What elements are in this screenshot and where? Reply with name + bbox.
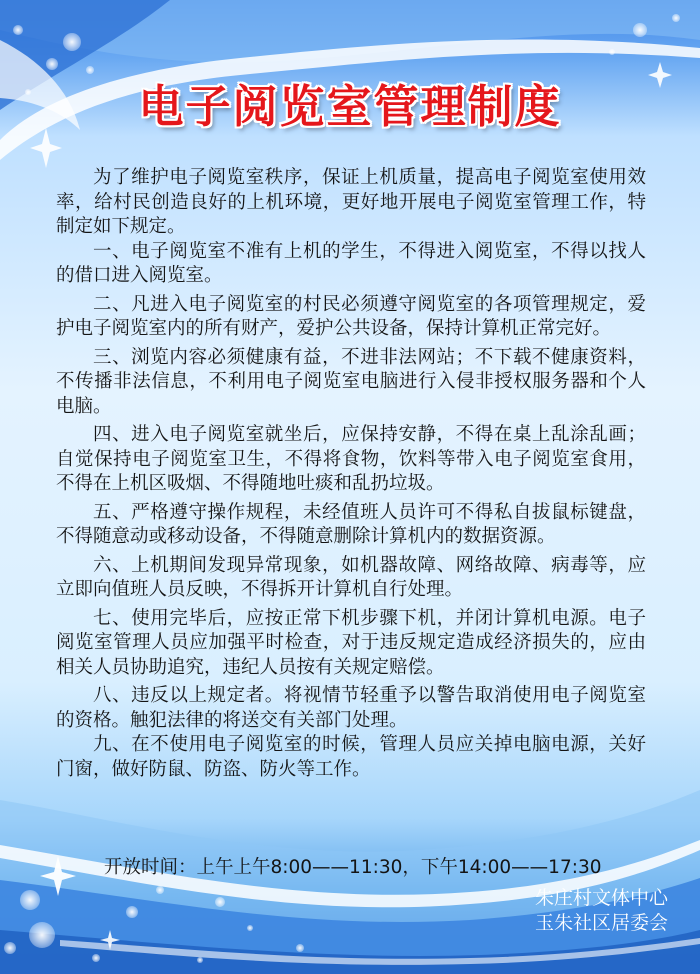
bubble [20, 890, 40, 910]
bubble [672, 14, 680, 22]
regulations-body [56, 166, 646, 782]
bubble [63, 33, 81, 51]
bubble [4, 942, 16, 954]
rule-paragraph-3: 三、浏览内容必须健康有益，不进非法网站；不下载不健康资料，不传播非法信息，不利用电子阅览室电脑进行入侵非授权服务器和个人电脑。 [56, 346, 646, 417]
bubble [13, 25, 23, 35]
rule-paragraph-1: 一、电子阅览室不准有上机的学生，不得进入阅览室，不得以找人的借口进入阅览室。 [56, 240, 646, 286]
bubble [633, 23, 647, 37]
bubble [215, 897, 225, 907]
rule-paragraph-4: 四、进入电子阅览室就坐后，应保持安静，不得在桌上乱涂乱画；自觉保持电子阅览室卫生，不得将食物，饮料等带入电子阅览室食用，不得在上机区吸烟、不得随地吐痰和乱扔垃圾。 [56, 424, 646, 494]
bubble [197, 957, 203, 963]
rule-paragraph-5: 五、严格遵守操作规程，未经值班人员许可不得私自拔鼠标键盘，不得随意动或移动设备，不得随意删除计算机内的数据资源。 [56, 501, 646, 547]
rule-paragraph-2: 二、凡进入电子阅览室的村民必须遵守阅览室的各项管理规定，爱护电子阅览室内的所有财产，爱护公共设备，保持计算机正常完好。 [56, 293, 646, 339]
bubble [46, 58, 58, 70]
bubble [29, 922, 55, 948]
signature-line-1: 朱庄村文体中心 [534, 887, 668, 909]
rule-paragraph-8: 八、违反以上规定者。将视情节轻重予以警告取消使用电子阅览室的资格。触犯法律的将送交有关部门处理。 [56, 685, 646, 731]
bubble [247, 925, 253, 931]
bubble [92, 954, 100, 962]
signature-block [535, 886, 668, 936]
rule-paragraph-7: 七、使用完毕后，应按正常下机步骤下机，并闭计算机电源。电子阅览室管理人员应加强平时检查，对于违反规定造成经济损失的，应由相关人员协助追究，违纪人员按有关规定赔偿。 [56, 607, 646, 678]
rule-paragraph-6: 六、上机期间发现异常现象，如机器故障、网络故障、病毒等，应立即向值班人员反映，不得拆开计算机自行处理。 [56, 554, 646, 600]
rule-paragraph-9: 九、在不使用电子阅览室的时候，管理人员应关掉电脑电源，关好门窗，做好防鼠、防盗、防火等工作。 [56, 734, 646, 780]
bubble [126, 906, 138, 918]
opening-hours: 开放时间：上午上午8:00——11:30，下午14:00——17:30 [104, 857, 602, 878]
bubble [296, 944, 304, 952]
bubble [609, 49, 615, 55]
signature-line-2: 玉朱社区居委会 [534, 912, 668, 934]
bubble [156, 886, 164, 894]
intro-paragraph: 为了维护电子阅览室秩序，保证上机质量，提高电子阅览室使用效率，给村民创造良好的上机环境，更好地开展电子阅览室管理工作，特制定如下规定。 [56, 167, 646, 237]
page-title: 电子阅览室管理制度 [138, 80, 562, 133]
